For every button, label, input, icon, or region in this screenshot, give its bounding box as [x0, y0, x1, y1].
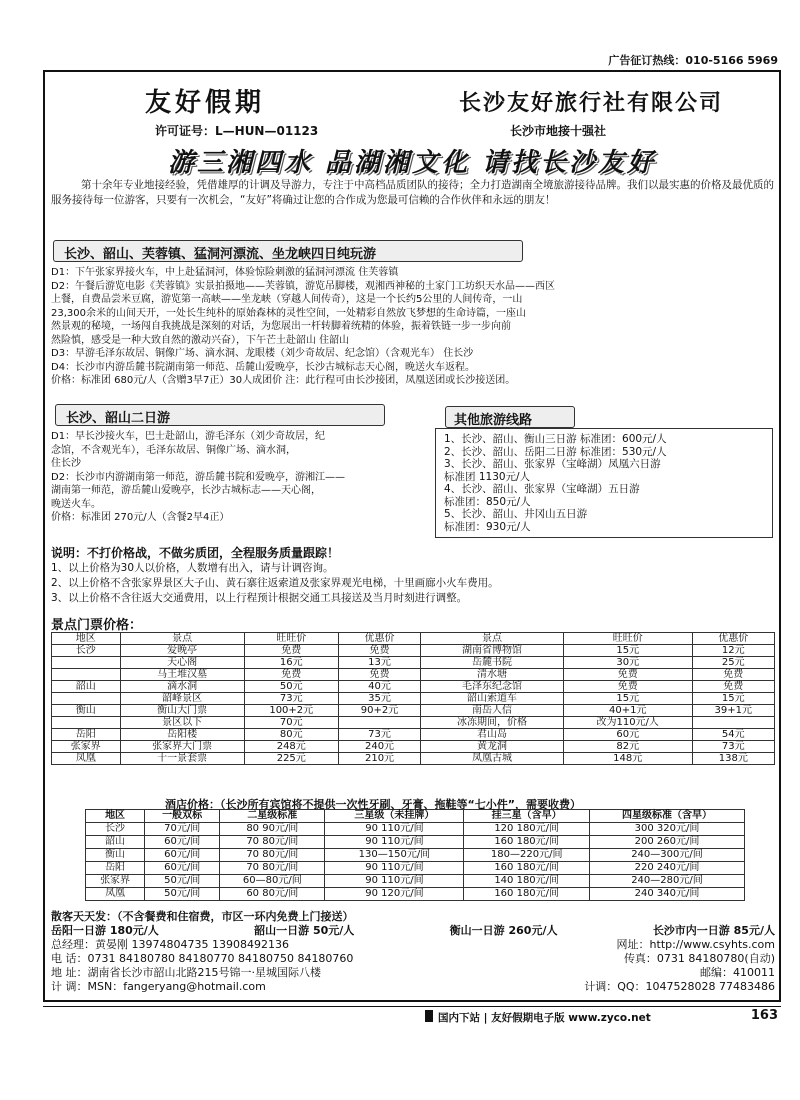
slogan: 游三湘四水 品湖湘文化 请找长沙友好 [167, 148, 657, 178]
hotel-cell: 60—80元/间 [220, 875, 325, 888]
ticket-cell: 54元 [692, 729, 774, 741]
ticket-cell: 240元 [338, 741, 420, 753]
contact-row [51, 938, 775, 952]
ticket-header-cell: 地区 [52, 633, 121, 645]
route2-line: 住长沙 [51, 458, 81, 469]
other-route-item: 1、长沙、韶山、衡山三日游 标准团：600元/人 [444, 433, 667, 445]
hotel-header-cell: 四星级标准（含早） [589, 810, 744, 823]
ticket-cell: 210元 [338, 753, 420, 765]
hotel-row [86, 862, 745, 875]
brand-title: 友好假期 [145, 88, 266, 118]
intro-paragraph: 第十余年专业地接经验，凭借雄厚的计调及导游力，专注于中高档品质团队的接待；全力打造湖南全境旅游接待品牌。我们以最实惠的价格及最优质的服务接待每一位游客，只要有一次机会，“友好”将确过让您的合作成为您最可信赖的合作伙伴和永远的朋友！ [51, 179, 774, 206]
hotel-row [86, 849, 745, 862]
hotel-row [86, 875, 745, 888]
ticket-cell: 免费 [244, 645, 338, 657]
ticket-cell: 35元 [338, 693, 420, 705]
ticket-cell: 73元 [692, 741, 774, 753]
ticket-cell: 免费 [563, 681, 692, 693]
contact-row [51, 980, 775, 994]
ticket-header-cell: 优惠价 [338, 633, 420, 645]
hotel-cell: 240 340元/间 [589, 888, 744, 901]
hotel-cell: 180—220元/间 [464, 849, 590, 862]
hotel-cell: 90 110元/间 [325, 862, 464, 875]
page-footer [0, 1006, 800, 1028]
hotel-row [86, 888, 745, 901]
hotel-cell: 韶山 [86, 836, 145, 849]
route1-line: D2：午餐后游览电影《芙蓉镇》实景拍摄地——芙蓉镇，游览吊脚楼，观湘西神秘的土家门工坊织天水品——西区 [51, 280, 556, 292]
bottom-info [51, 910, 775, 994]
ticket-cell: 凤凰 [52, 753, 121, 765]
hotel-cell: 90 120元/间 [325, 888, 464, 901]
ticket-cell: 73元 [244, 693, 338, 705]
hotel-cell: 70 80元/间 [220, 849, 325, 862]
ticket-cell: 40元 [338, 681, 420, 693]
ticket-cell: 15元 [692, 693, 774, 705]
route2-line: D1：早长沙接火车，巴士赴韶山，游毛泽东（刘少奇故居，纪 [51, 431, 326, 442]
hotel-cell: 240—300元/间 [589, 849, 744, 862]
ticket-cell: 岳阳楼 [120, 729, 244, 741]
ticket-cell [52, 669, 121, 681]
ticket-cell: 148元 [563, 753, 692, 765]
hotel-cell: 160 180元/间 [464, 888, 590, 901]
notes-title: 说明：不打价格战，不做劣质团，全程服务质量跟踪！ [51, 546, 340, 560]
ticket-cell: 凤凰古城 [421, 753, 564, 765]
ticket-cell: 免费 [692, 681, 774, 693]
hotel-row [86, 823, 745, 836]
hotel-cell: 90 110元/间 [325, 836, 464, 849]
qq-contact: 计调：QQ：1047528028 77483486 [584, 980, 775, 993]
route1-line: D4：长沙市内游岳麓书院湖南第一师范、岳麓山爱晚亭，长沙古城标志天心阁，晚送火车返程。 [51, 361, 476, 373]
day-trip-price: 长沙市内一日游 85元/人 [652, 924, 775, 937]
ticket-row [52, 693, 775, 705]
contact-row [51, 966, 775, 980]
hotel-cell: 300 320元/间 [589, 823, 744, 836]
hotel-cell: 70 80元/间 [220, 836, 325, 849]
ticket-cell: 25元 [692, 657, 774, 669]
day-trip-price: 韶山一日游 50元/人 [254, 924, 355, 937]
ticket-row [52, 717, 775, 729]
footer-rule [43, 1006, 781, 1007]
route1-line: 然险慎，感受是一种大致自然的激动兴奋），下午芒土赴韶山 住韶山 [51, 334, 350, 346]
hotel-cell: 60元/间 [145, 836, 220, 849]
ticket-cell: 免费 [338, 645, 420, 657]
hotel-title: 酒店价格：（长沙所有宾馆将不提供一次性牙刷、牙膏、拖鞋等“七小件”，需要收费） [165, 798, 581, 811]
other-routes-title: 其他旅游线路 [445, 406, 575, 428]
ticket-cell [52, 693, 121, 705]
ticket-cell: 清水塘 [421, 669, 564, 681]
ticket-cell: 黄龙洞 [421, 741, 564, 753]
ticket-cell: 韶峰景区 [120, 693, 244, 705]
route2-line: 湖南第一师范，游岳麓山爱晚亭，长沙古城标志——天心阁， [51, 485, 321, 496]
address: 地 址：湖南省长沙市韶山北路215号锦一·星城国际八楼 [51, 966, 321, 979]
hotel-cell: 衡山 [86, 849, 145, 862]
route2-itinerary [51, 430, 441, 525]
hotel-cell: 70 80元/间 [220, 862, 325, 875]
ticket-header-cell: 景点 [120, 633, 244, 645]
hotel-cell: 60 80元/间 [220, 888, 325, 901]
ticket-cell: 80元 [244, 729, 338, 741]
hotel-cell: 240—280元/间 [589, 875, 744, 888]
fax-contact: 传真：0731 84180780(自动) [623, 952, 775, 965]
notes [51, 546, 771, 606]
other-route-item: 标准团 1130元/人 [444, 470, 531, 483]
hotel-header-cell: 三星级（未挂牌） [325, 810, 464, 823]
header [45, 74, 779, 124]
manager-contact: 总经理：黄晏刚 13974804735 13908492136 [51, 938, 289, 951]
other-route-item: 4、长沙、韶山、张家界（宝峰湖）五日游 [444, 483, 640, 495]
hotel-cell: 140 180元/间 [464, 875, 590, 888]
ticket-cell: 韶山索道车 [421, 693, 564, 705]
footer-bar-icon [425, 1010, 433, 1022]
ticket-cell: 张家界 [52, 741, 121, 753]
ticket-cell: 16元 [244, 657, 338, 669]
ticket-header-cell: 旺旺价 [244, 633, 338, 645]
tickets-title: 景点门票价格： [51, 618, 143, 633]
route2-line: 念馆，不含观光车），毛泽东故居、铜像广场、滴水洞， [51, 444, 296, 456]
ticket-cell: 毛泽东纪念馆 [421, 681, 564, 693]
day-trip-prices [51, 924, 775, 938]
ticket-cell: 天心阁 [120, 657, 244, 669]
ticket-cell: 景区以下 [120, 717, 244, 729]
ticket-cell: 爱晚亭 [120, 645, 244, 657]
hotel-cell: 长沙 [86, 823, 145, 836]
ticket-row [52, 681, 775, 693]
ticket-row [52, 669, 775, 681]
ticket-row [52, 645, 775, 657]
hotel-header-cell: 一般双标 [145, 810, 220, 823]
ticket-cell: 60元 [563, 729, 692, 741]
msn-contact: 计 调：MSN：fangeryang@hotmail.com [51, 980, 266, 993]
ticket-cell: 15元 [563, 645, 692, 657]
ticket-cell: 100+2元 [244, 705, 338, 717]
hotel-cell: 120 180元/间 [464, 823, 590, 836]
ticket-row [52, 753, 775, 765]
other-route-item: 2、长沙、韶山、岳阳二日游 标准团：530元/人 [444, 445, 667, 458]
route2-line: 晚送火车。 [51, 498, 101, 510]
daily-tour-note: 散客天天发：（不含餐费和住宿费，市区一环内免费上门接送） [51, 910, 354, 923]
ticket-cell: 225元 [244, 753, 338, 765]
hotel-cell: 60元/间 [145, 862, 220, 875]
note-item: 1、以上价格为30人以价格，人数增有出入，请与计调咨询。 [51, 562, 334, 574]
ticket-row [52, 657, 775, 669]
hotel-table [85, 809, 745, 901]
top-bar [0, 50, 800, 70]
ticket-cell: 衡山大门票 [120, 705, 244, 717]
ticket-cell: 13元 [338, 657, 420, 669]
route2-line: D2：长沙市内游湖南第一师范，游岳麓书院和爱晚亭，游湘江—— [51, 471, 346, 483]
ticket-cell: 改为110元/人 [563, 717, 692, 729]
hotel-header-cell: 挂三星（含早） [464, 810, 590, 823]
hotel-cell: 160 180元/间 [464, 862, 590, 875]
ticket-cell: 免费 [338, 669, 420, 681]
hotel-row [86, 836, 745, 849]
route1-line: 23,300余米的山间天开，一处长生纯朴的原始森林的灵性空间，一处精彩自然放飞梦想的生命诗篇，一座山 [51, 307, 526, 319]
ad-hotline: 广告征订热线：010-5166 5969 [608, 54, 778, 67]
ticket-cell [52, 657, 121, 669]
ticket-cell [338, 717, 420, 729]
ticket-cell: 滴水洞 [120, 681, 244, 693]
ticket-cell [52, 717, 121, 729]
website-link[interactable]: 网址：http://www.csyhts.com [616, 938, 775, 951]
ticket-cell: 15元 [563, 693, 692, 705]
hotel-cell: 200 260元/间 [589, 836, 744, 849]
hotel-cell: 90 110元/间 [325, 823, 464, 836]
ticket-cell: 30元 [563, 657, 692, 669]
ticket-cell: 南岳人信 [421, 705, 564, 717]
route1-title: 长沙、韶山、芙蓉镇、猛洞河漂流、坐龙峡四日纯玩游 [53, 240, 523, 262]
ticket-cell: 免费 [692, 669, 774, 681]
route1-line: D1：下午张家界接火车，中上赴猛洞河，体验惊险刺激的猛洞河漂流 住芙蓉镇 [51, 267, 399, 278]
phone-contact: 电 话：0731 84180780 84180770 84180750 84180760 [51, 952, 354, 965]
hotel-header-cell: 地区 [86, 810, 145, 823]
hotel-cell: 60元/间 [145, 849, 220, 862]
ticket-cell: 40+1元 [563, 705, 692, 717]
ticket-cell: 岳麓书院 [421, 657, 564, 669]
footer-text: 国内下站 | 友好假期电子版 www.zyco.net [438, 1012, 651, 1024]
hotel-header-cell: 二星级标准 [220, 810, 325, 823]
ticket-cell: 岳阳 [52, 729, 121, 741]
hotel-cell: 160 180元/间 [464, 836, 590, 849]
ticket-cell: 十一景套票 [120, 753, 244, 765]
ticket-cell: 湖南省博物馆 [421, 645, 564, 657]
ticket-cell: 免费 [563, 669, 692, 681]
ad-frame [43, 70, 781, 1002]
hotel-cell: 50元/间 [145, 888, 220, 901]
hotel-header-row [86, 810, 745, 823]
ticket-cell: 39+1元 [692, 705, 774, 717]
ticket-cell: 73元 [338, 729, 420, 741]
hotel-cell: 50元/间 [145, 875, 220, 888]
ticket-row [52, 729, 775, 741]
route2-price: 价格：标准团 270元/人（含餐2早4正） [51, 512, 230, 523]
ticket-header-cell: 优惠价 [692, 633, 774, 645]
hotel-cell: 70元/间 [145, 823, 220, 836]
company-name: 长沙友好旅行社有限公司 [458, 90, 723, 116]
ticket-cell: 12元 [692, 645, 774, 657]
other-route-item: 标准团：930元/人 [444, 520, 531, 533]
ticket-table [51, 632, 775, 765]
ticket-cell: 衡山 [52, 705, 121, 717]
ticket-cell [692, 717, 774, 729]
ticket-row [52, 705, 775, 717]
other-route-item: 3、长沙、韶山、张家界（宝峰湖）凤凰六日游 [444, 458, 661, 470]
license-number: 许可证号：L—HUN—01123 [155, 124, 319, 138]
page-number: 163 [750, 1008, 778, 1023]
ticket-cell: 50元 [244, 681, 338, 693]
top-ten-badge: 长沙市地接十强社 [510, 124, 607, 138]
ticket-header-row [52, 633, 775, 645]
hotel-cell: 90 110元/间 [325, 875, 464, 888]
ticket-cell: 张家界大门票 [120, 741, 244, 753]
note-item: 3、以上价格不含往返大交通费用，以上行程预计根据交通工具接送及当月时刻进行调整。 [51, 592, 468, 604]
hotel-cell: 220 240元/间 [589, 862, 744, 875]
ticket-cell: 长沙 [52, 645, 121, 657]
other-route-item: 标准团：850元/人 [444, 495, 531, 508]
route2-title: 长沙、韶山二日游 [55, 404, 385, 426]
ticket-cell: 韶山 [52, 681, 121, 693]
other-routes-box [435, 428, 773, 538]
contact-row [51, 952, 775, 966]
ticket-row [52, 741, 775, 753]
ticket-header-cell: 旺旺价 [563, 633, 692, 645]
other-route-item: 5、长沙、韶山、井冈山五日游 [444, 508, 588, 520]
hotel-cell: 130—150元/间 [325, 849, 464, 862]
ticket-cell: 138元 [692, 753, 774, 765]
ticket-cell: 248元 [244, 741, 338, 753]
ticket-cell: 免费 [244, 669, 338, 681]
route1-line: D3：早游毛泽东故居、铜像广场、滴水洞、龙眼楼（刘少奇故居、纪念馆）（含观光车） 住长沙 [51, 348, 474, 359]
ticket-cell: 君山岛 [421, 729, 564, 741]
hotel-cell: 张家界 [86, 875, 145, 888]
route1-itinerary [51, 266, 771, 388]
ticket-header-cell: 景点 [421, 633, 564, 645]
ticket-cell: 冰冻期间，价格 [421, 717, 564, 729]
route1-line: 上餐，自费品尝米豆腐，游览第一高峡——坐龙峡（穿越人间传奇），这是一个长约5公里的人间传奇，一山 [51, 294, 523, 305]
ticket-cell: 90+2元 [338, 705, 420, 717]
route1-line: 然景观的秘境，一场闯自我挑战是深刻的对话，为您展出一杆转脚着统精的体验，振着铁链一步一步向前 [51, 321, 511, 332]
note-item: 2、以上价格不含张家界景区大子山、黄石寨往返索道及张家界观光电梯，十里画廊小火车费用。 [51, 577, 499, 589]
hotel-cell: 80 90元/间 [220, 823, 325, 836]
ticket-cell: 70元 [244, 717, 338, 729]
day-trip-price: 衡山一日游 260元/人 [449, 924, 558, 937]
day-trip-price: 岳阳一日游 180元/人 [51, 924, 159, 937]
postcode: 邮编：410011 [700, 966, 775, 979]
ticket-cell: 82元 [563, 741, 692, 753]
ticket-cell: 马王堆汉墓 [120, 669, 244, 681]
route1-price: 价格：标准团 680元/人（含赠3早7正）30人成团价 注：此行程可由长沙接团，凤凰送团或长沙接送团。 [51, 375, 516, 386]
hotel-cell: 凤凰 [86, 888, 145, 901]
hotel-cell: 岳阳 [86, 862, 145, 875]
